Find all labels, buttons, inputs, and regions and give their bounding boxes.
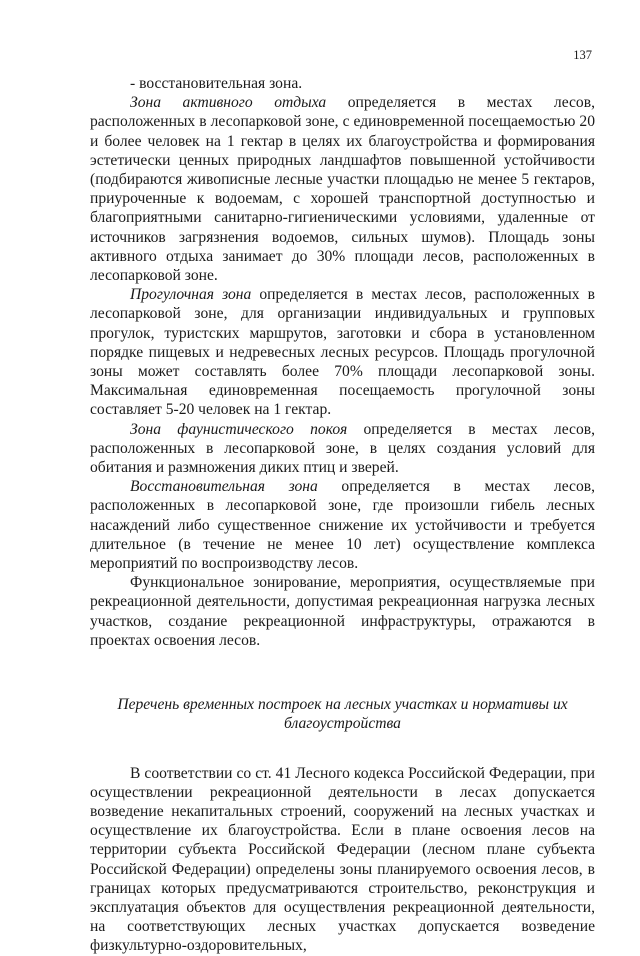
paragraph-text: Функциональное зонирование, мероприятия, осуществляемые при рекреационной деятельности, допустимая рекреационная нагрузка лесных участков, создание рекреационной инфраструктуры, отражаются в проектах освоения лесов. xyxy=(90,574,595,649)
paragraph-text: определяется в местах лесов, расположенных в лесопарковой зоне, для организации индивидуальных и групповых прогулок, туристских маршрутов, заготовки и сбора в установленном порядке пищевых и недревесных лесных ресурсов. Площадь прогулочной зоны может составлять более 70% площади лесопарковой зоны. Максимальная единовременная посещаемость прогулочной зоны составляет 5-20 человек на 1 гектар. xyxy=(90,286,595,419)
paragraph-text: определяется в местах лесов, расположенных в лесопарковой зоне, где произошли гибель лесных насаждений либо существенное снижение их устойчивости и требуется длительное (в течение не менее 10 лет) осуществление комплекса мероприятий по воспроизводству лесов. xyxy=(90,478,595,573)
italic-term: Восстановительная зона xyxy=(130,478,318,496)
document-body xyxy=(90,74,595,956)
italic-term: Зона активного отдыха xyxy=(130,94,327,112)
paragraph-walking-zone xyxy=(90,285,595,419)
paragraph-text: - восстановительная зона. xyxy=(130,75,303,92)
paragraph-restorative-zone-item xyxy=(90,74,595,93)
paragraph-text: В соответствии со ст. 41 Лесного кодекса Российской Федерации, при осуществлении рекреационной деятельности в лесах допускается возведение некапитальных строений, сооружений на лесных участках и осуществление их благоустройства. Если в плане освоения лесов на территории субъекта Российской Федерации (лесном плане субъекта Российской Федерации) определены зоны планируемого освоения лесов, в границах которых предусматриваются строительство, реконструкция и эксплуатация объектов для осуществления рекреационной деятельности, на соответствующих лесных участках допускается возведение физкультурно-оздоровительных, xyxy=(90,764,595,955)
paragraph-text: определяется в местах лесов, расположенных в лесопарковой зоне, с единовременной посещаемостью 20 и более человек на 1 гектар в целях их благоустройства и формирования эстетически ценных природных ландшафтов повышенной устойчивости (подбираются живописные лесные участки площадью не менее 5 гектаров, приуроченные к водоемам, с хорошей транспортной доступностью и благоприятными санитарно-гигиеническими условиями, удаленные от источников загрязнения водоемов, сильных шумов). Площадь зоны активного отдыха занимает до 30% площади лесов, расположенных в лесопарковой зоне. xyxy=(90,94,595,285)
paragraph-text: определяется в местах лесов, расположенных в лесопарковой зоне, в целях создания условий для обитания и размножения диких птиц и зверей. xyxy=(90,420,596,477)
paragraph-fauna-rest-zone xyxy=(90,420,595,478)
italic-term: Прогулочная зона xyxy=(130,286,252,304)
paragraph-active-rest-zone xyxy=(90,93,595,285)
paragraph-restorative-zone xyxy=(90,477,595,573)
paragraph-functional-zoning xyxy=(90,573,595,650)
italic-term: Зона фаунистического покоя xyxy=(130,420,348,438)
page-number: 137 xyxy=(573,48,592,62)
paragraph-article-41 xyxy=(90,764,595,956)
section-heading: Перечень временных построек на лесных участках и нормативы их благоустройства xyxy=(117,696,568,733)
